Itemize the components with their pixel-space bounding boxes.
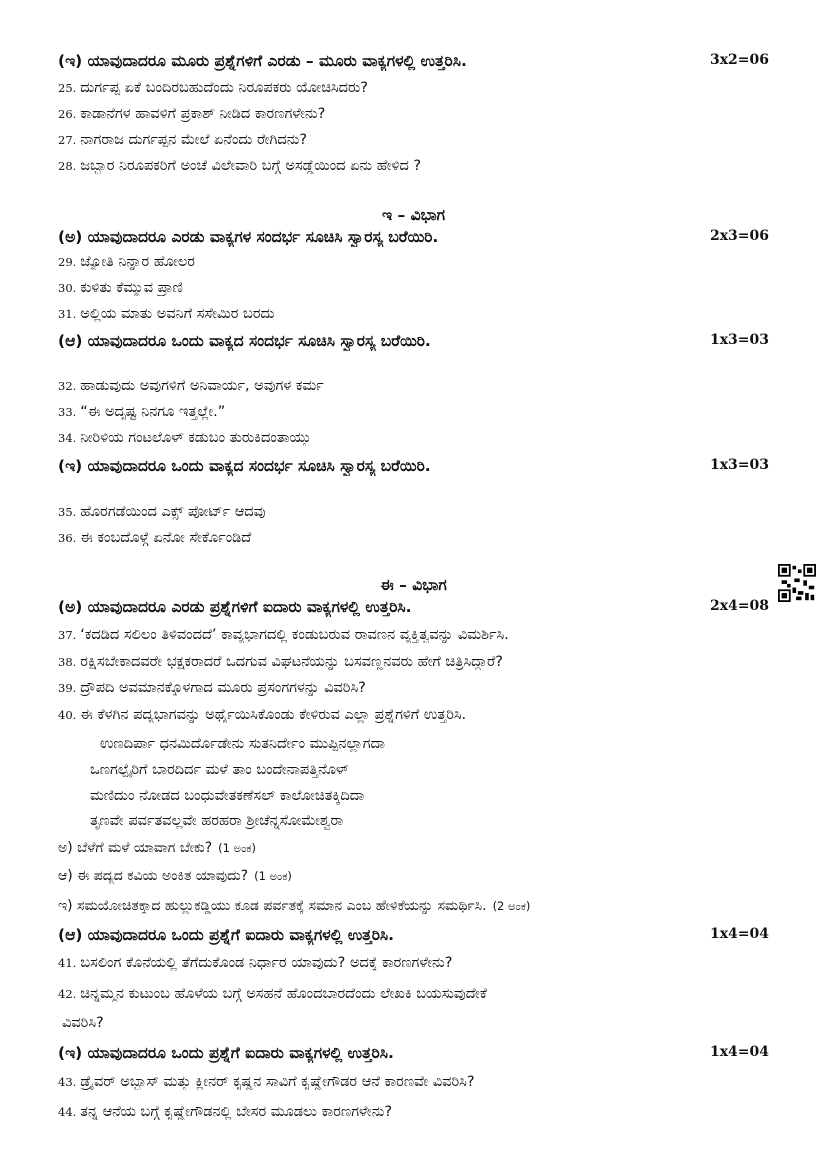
heading-text: (ಇ) ಯಾವುದಾದರೂ ಮೂರು ಪ್ರಶ್ನೆಗಳಿಗೆ ಎರಡು – ಮೂರು ವಾಕ್ಯಗಳಲ್ಲಿ ಉತ್ತರಿಸಿ.: [58, 52, 467, 70]
question-number: 44.: [58, 1105, 77, 1119]
question-item: [58, 158, 787, 174]
question-group-heading: [58, 457, 787, 476]
question-text: ಹೊರಗಡೆಯಿಂದ ಎಕ್ಸ್ ಪೋರ್ಟ್ ಆದವು: [80, 504, 266, 520]
question-text: ಈ ಕಂಬದೊಳ್ಗೆ ಏನೋ ಸೇರ್ಕೊಂಡಿದೆ: [80, 530, 252, 546]
question-text: ಕುಳಿತು ಕೆಮ್ಮುವ ಪ್ರಾಣಿ: [80, 280, 183, 296]
question-number: 35.: [58, 505, 77, 519]
poem-line: ಮಣಿದುಂ ನೋಡದ ಬಂಧುವೇತಕಣೆಸಲ್ ಕಾಲೋಚಿತಕ್ಕಿದಿದಾ: [90, 788, 365, 804]
question-group-heading: [58, 926, 787, 945]
question-text: ಡ್ರೈವರ್ ಅಬ್ಬಾಸ್ ಮತ್ತು ಕ್ಲೀನರ್ ಕೃಷ್ಣನ ಸಾವಿಗೆ ಕೃಷ್ಣೇಗೌಡರ ಆನೆ ಕಾರಣವೇ ವಿವರಿಸಿ?: [80, 1074, 475, 1090]
question-text: ಜ್ಯೋತಿ ನಿನ್ನಾರ ಹೋಲರ: [80, 254, 195, 270]
question-number: 37.: [58, 628, 77, 642]
question-item: [58, 254, 787, 270]
question-item: [58, 986, 787, 1002]
question-text: ಕಾಡಾನೆಗಳ ಹಾವಳಿಗೆ ಪ್ರಕಾಶ್ ನೀಡಿದ ಕಾರಣಗಳೇನು?: [80, 106, 326, 122]
question-number: 39.: [58, 681, 77, 695]
sub-question-text: ಆ) ಈ ಪದ್ಯದ ಕವಿಯ ಅಂಕಿತ ಯಾವುದು?: [58, 868, 249, 884]
section-title: ಇ – ವಿಭಾಗ: [381, 206, 446, 224]
question-item: [58, 627, 787, 643]
question-item: [58, 132, 787, 148]
poem-line: ಒಣಗಲ್ಪೈರಿಗೆ ಬಾರದಿರ್ದ ಮಳೆ ತಾಂ ಬಂದೇನಾಪತ್ತಿನೊಳ್: [90, 762, 349, 778]
sub-question-text: ಅ) ಬೆಳೆಗೆ ಮಳೆ ಯಾವಾಗ ಬೇಕು?: [58, 840, 213, 856]
question-item: [58, 280, 787, 296]
question-number: 28.: [58, 159, 77, 173]
question-item: [58, 430, 787, 446]
question-item: [58, 1104, 787, 1120]
question-item: [58, 707, 787, 723]
question-text: ಚಿನ್ನಮ್ಮನ ಕುಟುಂಬ ಹೊಳೆಯ ಬಗ್ಗೆ ಅಸಹನೆ ಹೊಂದಬಾರದೆಂದು ಲೇಖಕಿ ಬಯಸುವುದೇಕೆ: [80, 986, 487, 1002]
question-item: [58, 1015, 787, 1031]
question-item: [58, 306, 787, 322]
marks-label: 1x4=04: [709, 926, 769, 942]
question-number: 32.: [58, 379, 77, 393]
question-text: ಹಾಡುವುದು ಅವುಗಳಿಗೆ ಅನಿವಾರ್ಯ, ಅವುಗಳ ಕರ್ಮ: [80, 378, 324, 394]
marks-label: 3x2=06: [709, 52, 769, 68]
question-text: ಈ ಕೆಳಗಿನ ಪದ್ಯಭಾಗವನ್ನು ಅರ್ಥೈಯಿಸಿಕೊಂಡು ಕೇಳಿರುವ ಎಲ್ಲಾ ಪ್ರಶ್ನೆಗಳಿಗೆ ಉತ್ತರಿಸಿ.: [80, 707, 467, 723]
question-number: 34.: [58, 431, 77, 445]
question-text: ತನ್ನ ಆನೆಯ ಬಗ್ಗೆ ಕೃಷ್ಣೇಗೌಡನಲ್ಲಿ ಬೇಸರ ಮೂಡಲು ಕಾರಣಗಳೇನು?: [80, 1104, 393, 1120]
question-item: [58, 404, 787, 420]
question-text: ಜಬ್ಬಾರ ನಿರೂಪಕರಿಗೆ ಅಂಚೆ ವಿಲೇವಾರಿ ಬಗ್ಗೆ ಅಸಡ್ಡೆಯಿಂದ ಏನು ಹೇಳಿದ ?: [80, 158, 422, 174]
question-text: ರಕ್ಷಿಸಬೇಕಾದವರೇ ಭಕ್ಷಕರಾದರೆ ಒದಗುವ ವಿಘಟನೆಯನ್ನು ಬಸವಣ್ಣನವರು ಹೇಗೆ ಚಿತ್ರಿಸಿದ್ದಾರೆ?: [80, 654, 503, 670]
question-number: 31.: [58, 307, 77, 321]
question-item: [58, 530, 787, 546]
question-number: 41.: [58, 956, 77, 970]
marks-label: 2x4=08: [709, 598, 769, 614]
question-number: 43.: [58, 1075, 77, 1089]
question-text: ದ್ರೌಪದಿ ಅವಮಾನಕ್ಕೊಳಗಾದ ಮೂರು ಪ್ರಸಂಗಗಳನ್ನು ವಿವರಿಸಿ?: [80, 680, 366, 696]
question-item: [58, 504, 787, 520]
poem-line: ಉಣದಿರ್ಪಾ ಧನಮಿರ್ದೊಡೇನು ಸುತನಿರ್ದೇಂ ಮುಪ್ಪಿನಲ್ಲಾಗದಾ: [100, 736, 386, 752]
heading-text: (ಆ) ಯಾವುದಾದರೂ ಒಂದು ಪ್ರಶ್ನೆಗೆ ಐದಾರು ವಾಕ್ಯಗಳಲ್ಲಿ ಉತ್ತರಿಸಿ.: [58, 926, 395, 944]
heading-text: (ಇ) ಯಾವುದಾದರೂ ಒಂದು ವಾಕ್ಯದ ಸಂದರ್ಭ ಸೂಚಿಸಿ ಸ್ವಾರಸ್ಯ ಬರೆಯಿರಿ.: [58, 457, 431, 475]
question-group-heading: [58, 598, 787, 617]
heading-text: (ಅ) ಯಾವುದಾದರೂ ಎರಡು ವಾಕ್ಯಗಳ ಸಂದರ್ಭ ಸೂಚಿಸಿ ಸ್ವಾರಸ್ಯ ಬರೆಯಿರಿ.: [58, 228, 439, 246]
question-group-heading: [58, 1044, 787, 1063]
question-item: [58, 680, 787, 696]
sub-question: [58, 840, 787, 856]
poem-line: ತೃಣವೇ ಪರ್ವತವಲ್ಲವೇ ಹರಹರಾ ಶ್ರೀಚೆನ್ನಸೋಮೇಶ್ವರಾ: [90, 813, 344, 829]
sub-question: [58, 898, 787, 914]
question-item: [58, 80, 787, 96]
question-item: [58, 955, 787, 971]
question-number: 36.: [58, 531, 77, 545]
sub-question-text: ಇ) ಸಮಯೋಚಿತಕ್ಕಾದ ಹುಲ್ಲುಕಡ್ಡಿಯು ಕೂಡ ಪರ್ವತಕ್ಕೆ ಸಮಾನ ಎಂಬ ಹೇಳಿಕೆಯನ್ನು ಸಮರ್ಥಿಸಿ.: [58, 898, 487, 914]
sub-question-marks: (2 ಅಂಕ): [492, 899, 531, 913]
question-text: ವಿವರಿಸಿ?: [62, 1015, 104, 1031]
question-number: 33.: [58, 405, 77, 419]
qr-code-icon: [778, 564, 816, 602]
question-text: “ಈ ಅದೃಷ್ಟ ನಿನಗೂ ಇತ್ತಲ್ಲೇ.”: [80, 404, 226, 420]
question-number: 25.: [58, 81, 77, 95]
question-number: 26.: [58, 107, 77, 121]
section-title: ಈ – ವಿಭಾಗ: [380, 576, 447, 594]
question-text: ನೀರಿಳಿಯ ಗಂಟಲೊಳ್ ಕಡುಬಂ ತುರುಕಿದಂತಾಯ್ತು: [80, 430, 311, 446]
question-number: 38.: [58, 655, 77, 669]
question-group-heading: [58, 228, 787, 247]
question-text: ‘ಕದಡಿದ ಸಲಿಲಂ ತಿಳಿವಂದದೆ’ ಕಾವ್ಯಭಾಗದಲ್ಲಿ ಕಂಡುಬರುವ ರಾವಣನ ವ್ಯಕ್ತಿತ್ವವನ್ನು ವಿಮರ್ಶಿಸಿ.: [80, 627, 509, 643]
question-number: 40.: [58, 708, 77, 722]
question-text: ನಾಗರಾಜ ದುರ್ಗಪ್ಪನ ಮೇಲೆ ಏನೆಂದು ರೇಗಿದನು?: [80, 132, 308, 148]
question-number: 27.: [58, 133, 77, 147]
question-group-heading: [58, 332, 787, 351]
question-text: ಬಸಲಿಂಗ ಕೊನೆಯಲ್ಲಿ ತೆಗೆದುಕೊಂಡ ನಿರ್ಧಾರ ಯಾವುದು? ಅದಕ್ಕೆ ಕಾರಣಗಳೇನು?: [80, 955, 453, 971]
marks-label: 1x3=03: [709, 457, 769, 473]
question-item: [58, 106, 787, 122]
marks-label: 1x3=03: [709, 332, 769, 348]
question-item: [58, 1074, 787, 1090]
heading-text: (ಇ) ಯಾವುದಾದರೂ ಒಂದು ಪ್ರಶ್ನೆಗೆ ಐದಾರು ವಾಕ್ಯಗಳಲ್ಲಿ ಉತ್ತರಿಸಿ.: [58, 1044, 394, 1062]
heading-text: (ಅ) ಯಾವುದಾದರೂ ಎರಡು ಪ್ರಶ್ನೆಗಳಿಗೆ ಐದಾರು ವಾಕ್ಯಗಳಲ್ಲಿ ಉತ್ತರಿಸಿ.: [58, 598, 412, 616]
question-number: 42.: [58, 987, 77, 1001]
question-text: ಅಲ್ಲಿಯ ಮಾತು ಅವನಿಗೆ ಸಸೇಮಿರ ಬರದು: [80, 306, 275, 322]
question-item: [58, 654, 787, 670]
sub-question-marks: (1 ಅಂಕ): [218, 841, 256, 855]
sub-question-marks: (1 ಅಂಕ): [254, 869, 292, 883]
question-text: ದುರ್ಗಪ್ಪ ಏಕೆ ಬಂದಿರಬಹುದೆಂದು ನಿರೂಪಕರು ಯೋಚಿಸಿದರು?: [80, 80, 368, 96]
question-number: 30.: [58, 281, 77, 295]
marks-label: 1x4=04: [709, 1044, 769, 1060]
heading-text: (ಆ) ಯಾವುದಾದರೂ ಒಂದು ವಾಕ್ಯದ ಸಂದರ್ಭ ಸೂಚಿಸಿ ಸ್ವಾರಸ್ಯ ಬರೆಯಿರಿ.: [58, 332, 431, 350]
question-number: 29.: [58, 255, 77, 269]
sub-question: [58, 868, 787, 884]
marks-label: 2x3=06: [709, 228, 769, 244]
question-group-heading: [58, 52, 787, 71]
question-item: [58, 378, 787, 394]
